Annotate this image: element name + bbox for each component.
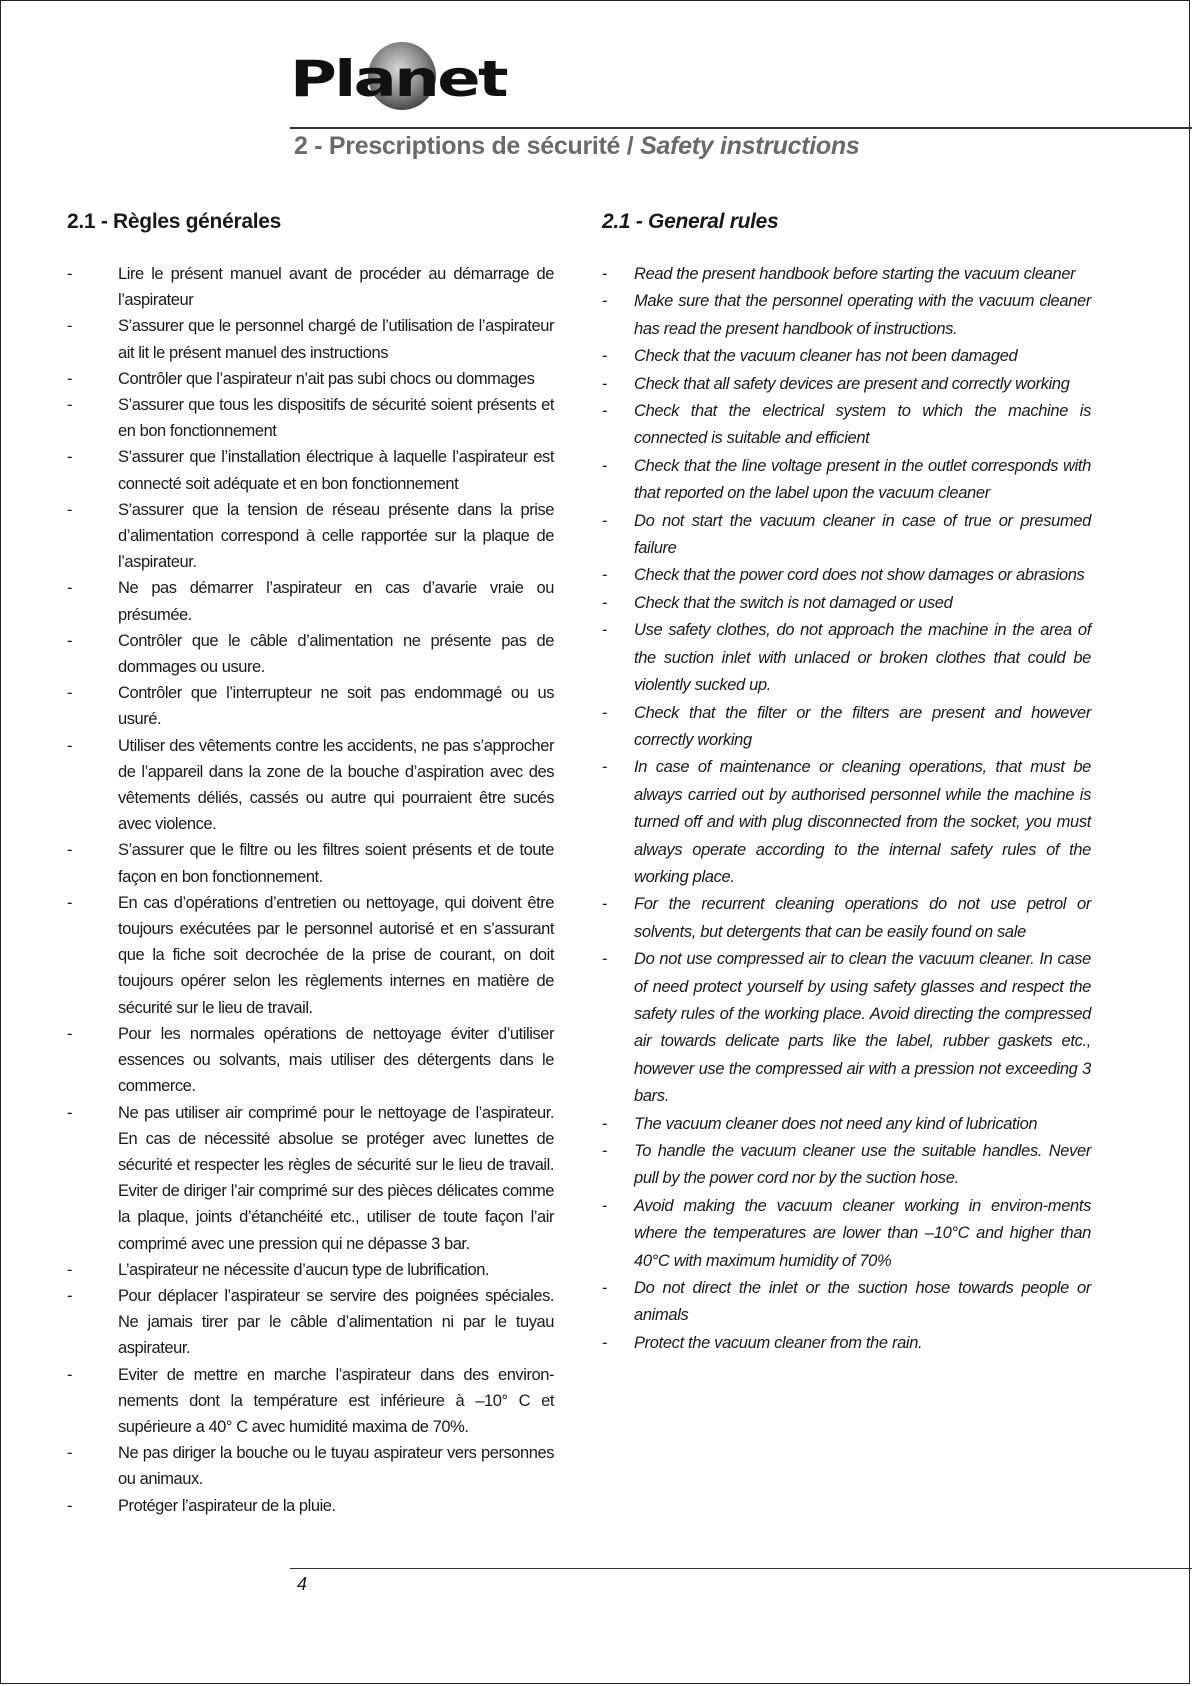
page-number: 4 bbox=[297, 1574, 308, 1594]
french-rule: - Pour les normales opérations de nettoyage éviter d’utiliser essences ou solvants, mais utiliser des détergents dans le commerce. bbox=[67, 1021, 554, 1100]
english-rule: - Read the present handbook before starting the vacuum cleaner bbox=[602, 261, 1091, 288]
french-rule: - S’assurer que le filtre ou les filtres soient présents et de toute façon en bon fonctionnement. bbox=[67, 837, 554, 889]
english-rule: - Avoid making the vacuum cleaner working in environ-ments where the temperatures are lower than –10°C and higher than 40°C with maximum humidity of 70% bbox=[602, 1193, 1091, 1275]
french-rule: - L’aspirateur ne nécessite d’aucun type de lubrification. bbox=[67, 1257, 554, 1283]
footer-rule bbox=[290, 1568, 1192, 1569]
english-rule: - Do not direct the inlet or the suction hose towards people or animals bbox=[602, 1275, 1091, 1330]
french-rules-list bbox=[67, 261, 554, 1519]
english-rule: - Check that the switch is not damaged or used bbox=[602, 590, 1091, 617]
french-rule: - S’assurer que tous les dispositifs de sécurité soient présents et en bon fonctionnement bbox=[67, 392, 554, 444]
english-rule: - Check that the line voltage present in the outlet corresponds with that reported on the label upon the vacuum cleaner bbox=[602, 453, 1091, 508]
english-rule: - Check that the filter or the filters are present and however correctly working bbox=[602, 700, 1091, 755]
english-rule: - Check that the power cord does not show damages or abrasions bbox=[602, 562, 1091, 589]
french-rule: - Contrôler que l’aspirateur n’ait pas subi chocs ou dommages bbox=[67, 366, 554, 392]
french-rule: - En cas d’opérations d’entretien ou nettoyage, qui doivent être toujours exécutées par le personnel autorisé et en s’assurant que la fiche soit decrochée de la prise de courant, on doit toujours opérer selon les règlements internes en matière de sécurité sur le lieu de travail. bbox=[67, 890, 554, 1021]
logo-text: Planet bbox=[290, 50, 508, 108]
french-rule: - S’assurer que la tension de réseau présente dans la prise d’alimentation correspond à celle rapportée sur la plaque de l’aspirateur. bbox=[67, 497, 554, 576]
french-rule: - Pour déplacer l’aspirateur se servire des poignées spéciales. Ne jamais tirer par le câble d’alimentation ni par le tuyau aspirateur. bbox=[67, 1283, 554, 1362]
english-rule: - The vacuum cleaner does not need any kind of lubrication bbox=[602, 1111, 1091, 1138]
french-rule: - Contrôler que l’interrupteur ne soit pas endommagé ou us usuré. bbox=[67, 680, 554, 732]
french-rule: - Utiliser des vêtements contre les accidents, ne pas s’approcher de l’appareil dans la zone de la bouche d’aspiration avec des vêtements déliés, cassés ou autre qui pourraient être sucés avec violence. bbox=[67, 733, 554, 838]
french-heading: 2.1 - Règles générales bbox=[67, 210, 282, 233]
french-rule: - Lire le présent manuel avant de procéder au démarrage de l’aspirateur bbox=[67, 261, 554, 313]
page-title bbox=[294, 132, 859, 161]
english-rules-list bbox=[602, 261, 1091, 1357]
english-column bbox=[602, 210, 1091, 1357]
title-fr: 2 - Prescriptions de sécurité / bbox=[294, 132, 641, 160]
french-rule: - Ne pas diriger la bouche ou le tuyau aspirateur vers personnes ou animaux. bbox=[67, 1440, 554, 1492]
english-rule: - Do not start the vacuum cleaner in case of true or presumed failure bbox=[602, 508, 1091, 563]
english-rule: - To handle the vacuum cleaner use the suitable handles. Never pull by the power cord nor by the suction hose. bbox=[602, 1138, 1091, 1193]
planet-logo bbox=[290, 42, 516, 110]
french-rule: - Protéger l’aspirateur de la pluie. bbox=[67, 1493, 554, 1519]
french-rule: - Ne pas démarrer l’aspirateur en cas d’avarie vraie ou présumée. bbox=[67, 575, 554, 627]
french-rule: - S’assurer que le personnel chargé de l’utilisation de l’aspirateur ait lit le présent manuel des instructions bbox=[67, 313, 554, 365]
french-rule: - Ne pas utiliser air comprimé pour le nettoyage de l’aspirateur. En cas de nécessité absolue se protéger avec lunettes de sécurité et respecter les règles de sécurité sur le lieu de travail. Eviter de diriger l’air comprimé sur des pièces délicates comme la plaque, joints d’étanchéité etc., utiliser de toute façon l’air comprimé avec une pression qui ne dépasse 3 bar. bbox=[67, 1100, 554, 1257]
english-rule: - Check that all safety devices are present and correctly working bbox=[602, 371, 1091, 398]
english-rule: - Use safety clothes, do not approach the machine in the area of the suction inlet with unlaced or broken clothes that could be violently sucked up. bbox=[602, 617, 1091, 699]
french-column bbox=[67, 210, 554, 1519]
french-rule: - Contrôler que le câble d’alimentation ne présente pas de dommages ou usure. bbox=[67, 628, 554, 680]
english-rule: - Protect the vacuum cleaner from the rain. bbox=[602, 1330, 1091, 1357]
title-en: Safety instructions bbox=[640, 132, 860, 160]
english-rule: - Check that the electrical system to which the machine is connected is suitable and efficient bbox=[602, 398, 1091, 453]
english-rule: - For the recurrent cleaning operations do not use petrol or solvents, but detergents that can be easily found on sale bbox=[602, 891, 1091, 946]
english-rule: - Check that the vacuum cleaner has not been damaged bbox=[602, 343, 1091, 370]
english-rule: - Do not use compressed air to clean the vacuum cleaner. In case of need protect yourself by using safety glasses and respect the safety rules of the working place. Avoid directing the compressed air towards delicate parts like the label, rubber gaskets etc., however use the compressed air with a pression not exceeding 3 bars. bbox=[602, 946, 1091, 1110]
french-rule: - Eviter de mettre en marche l’aspirateur dans des environ-nements dont la température est inférieure à –10° C et supérieure a 40° C avec humidité maxima de 70%. bbox=[67, 1362, 554, 1441]
english-rule: - In case of maintenance or cleaning operations, that must be always carried out by authorised personnel while the machine is turned off and with plug disconnected from the socket, you must always operate according to the internal safety rules of the working place. bbox=[602, 754, 1091, 891]
french-rule: - S’assurer que l’installation électrique à laquelle l’aspirateur est connecté soit adéquate et en bon fonctionnement bbox=[67, 444, 554, 496]
english-rule: - Make sure that the personnel operating with the vacuum cleaner has read the present handbook of instructions. bbox=[602, 288, 1091, 343]
header-rule bbox=[290, 127, 1192, 129]
english-heading: 2.1 - General rules bbox=[602, 210, 779, 233]
